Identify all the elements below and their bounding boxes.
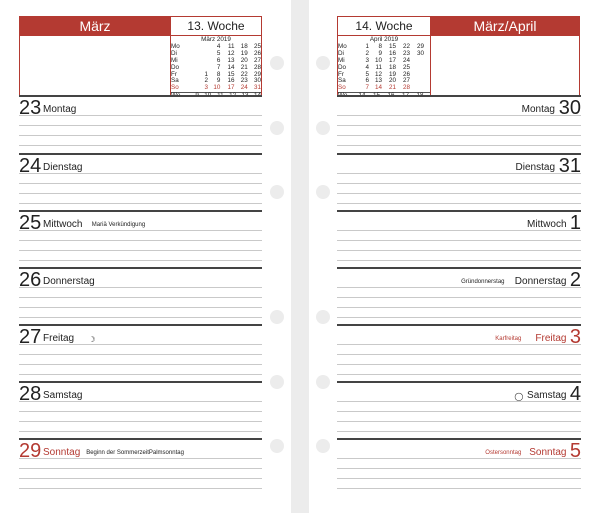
ruled-line <box>19 260 262 261</box>
mini-calendar-cell: 30 <box>416 49 424 57</box>
day-name: Dienstag <box>515 162 555 173</box>
mini-calendar-cell: 13 <box>374 77 382 85</box>
mini-calendar-cell: 17 <box>388 56 396 64</box>
mini-calendar <box>338 36 431 95</box>
month-caption: März <box>20 17 170 36</box>
ruled-line <box>19 488 262 489</box>
moon-phase-icon: ☽ <box>88 335 96 344</box>
mini-calendar-title: März 2019 <box>201 36 231 43</box>
mini-calendar-cell <box>410 58 424 65</box>
mini-calendar-cell: 3 <box>365 56 369 64</box>
mini-calendar-cell: 23 <box>240 77 248 85</box>
day-separator <box>337 381 581 383</box>
mini-calendar <box>170 36 261 95</box>
mini-calendar-cell: Do <box>171 63 180 71</box>
day-name: Dienstag <box>43 162 83 173</box>
day-number: 1 <box>569 212 581 234</box>
day-number: 2 <box>569 269 581 291</box>
moon-phase-icon: ◯ <box>514 392 524 401</box>
day-name: Freitag <box>43 333 75 344</box>
day-event: Mariä Verkündigung <box>91 222 146 228</box>
week-header <box>19 16 262 96</box>
mini-calendar-cell: 18 <box>388 63 396 71</box>
mini-calendar-cell: Mo <box>338 42 347 50</box>
mini-calendar-title: April 2019 <box>369 36 399 43</box>
ruled-line <box>337 431 581 432</box>
mini-calendar-cell: 6 <box>216 56 221 64</box>
mini-calendar-cell: 10 <box>374 56 382 64</box>
left-page <box>0 0 291 513</box>
day-number: 25 <box>19 212 42 234</box>
day-number: 24 <box>19 155 42 177</box>
ruled-line <box>19 297 262 298</box>
ruled-line <box>337 374 581 375</box>
ruled-line <box>19 250 262 251</box>
ruled-line <box>337 250 581 251</box>
day-number: 27 <box>19 326 42 348</box>
ruled-line <box>19 203 262 204</box>
ruled-line <box>19 307 262 308</box>
ruled-line <box>19 240 262 241</box>
mini-calendar-cell: 13 <box>227 56 235 64</box>
mini-calendar-cell: 31 <box>253 84 261 92</box>
mini-calendar-cell: 9 <box>216 77 221 85</box>
ruled-line <box>19 193 262 194</box>
mini-calendar-cell: 15 <box>227 70 235 78</box>
day-event: Ostersonntag <box>485 450 522 456</box>
binder-hole <box>316 375 330 389</box>
day-separator <box>19 95 262 97</box>
day-block <box>0 324 291 381</box>
ruled-line <box>337 317 581 318</box>
notes-box <box>431 36 579 95</box>
day-name: Sonntag <box>43 447 81 458</box>
ruled-line <box>337 364 581 365</box>
ruled-line <box>19 125 262 126</box>
day-block <box>0 210 291 267</box>
day-name: Samstag <box>527 390 567 401</box>
binder-hole <box>316 56 330 70</box>
day-number: 5 <box>569 440 581 462</box>
mini-calendar-cell: 24 <box>402 56 410 64</box>
mini-calendar-cell: 29 <box>253 70 261 78</box>
mini-calendar-cell: 1 <box>365 42 369 50</box>
mini-calendar-row <box>338 65 430 72</box>
mini-calendar-cell: 2 <box>365 49 369 57</box>
binder-hole <box>316 310 330 324</box>
day-separator <box>19 267 262 269</box>
mini-calendar-cell: 23 <box>402 49 410 57</box>
mini-calendar-cell: 19 <box>240 49 248 57</box>
day-separator <box>19 381 262 383</box>
binder-hole <box>270 185 284 199</box>
ruled-line <box>19 317 262 318</box>
mini-calendar-cell: 21 <box>388 84 396 92</box>
day-block <box>309 267 600 324</box>
day-name: Montag <box>521 104 555 115</box>
day-number: 31 <box>558 155 581 177</box>
mini-calendar-cell: 18 <box>240 42 248 50</box>
ruled-line <box>19 374 262 375</box>
ruled-line <box>337 297 581 298</box>
day-number: 28 <box>19 383 42 405</box>
binder-hole <box>270 310 284 324</box>
mini-calendar-row <box>338 51 430 58</box>
mini-calendar-row <box>338 85 430 92</box>
mini-calendar-cell <box>410 72 424 79</box>
mini-calendar-cell: Di <box>338 49 344 57</box>
mini-calendar-row <box>171 85 261 92</box>
mini-calendar-cell: 22 <box>402 42 410 50</box>
day-number: 4 <box>569 383 581 405</box>
day-block <box>309 438 600 495</box>
ruled-line <box>337 307 581 308</box>
day-separator <box>337 438 581 440</box>
day-separator <box>19 210 262 212</box>
mini-calendar-cell: Mo <box>171 42 180 50</box>
day-block <box>309 153 600 210</box>
ruled-line <box>19 468 262 469</box>
mini-calendar-cell: Mi <box>338 56 345 64</box>
mini-calendar-cell: 1 <box>204 70 209 78</box>
mini-calendar-cell: 12 <box>374 70 382 78</box>
mini-calendar-cell: 27 <box>253 56 261 64</box>
day-block <box>309 324 600 381</box>
ruled-line <box>337 183 581 184</box>
day-block <box>309 381 600 438</box>
mini-calendar-cell: So <box>338 84 346 92</box>
mini-calendar-cell: 16 <box>227 77 235 85</box>
day-event: Gründonnerstag <box>461 279 505 285</box>
day-name: Samstag <box>43 390 83 401</box>
day-name: Donnerstag <box>43 276 95 287</box>
week-header <box>337 16 580 96</box>
mini-calendar-cell <box>187 58 208 65</box>
mini-calendar-row <box>338 58 430 65</box>
ruled-line <box>19 411 262 412</box>
mini-calendar-cell: Fr <box>338 70 344 78</box>
mini-calendar-grid <box>171 44 261 100</box>
mini-calendar-cell: Do <box>338 63 347 71</box>
day-number: 23 <box>19 97 42 119</box>
day-block <box>0 381 291 438</box>
day-number: 29 <box>19 440 42 462</box>
mini-calendar-cell <box>410 78 424 85</box>
mini-calendar-row <box>338 78 430 85</box>
day-separator <box>19 438 262 440</box>
mini-calendar-cell: 8 <box>378 42 382 50</box>
mini-calendar-cell: Sa <box>338 77 346 85</box>
mini-calendar-cell: 25 <box>253 42 261 50</box>
mini-calendar-cell: 28 <box>402 84 410 92</box>
mini-calendar-cell: 28 <box>253 63 261 71</box>
mini-calendar-cell: 5 <box>365 70 369 78</box>
mini-calendar-cell: Fr <box>171 70 177 78</box>
mini-calendar-cell: 11 <box>227 42 235 50</box>
mini-calendar-cell: 7 <box>365 84 369 92</box>
day-number: 26 <box>19 269 42 291</box>
day-event: Karfreitag <box>495 336 522 342</box>
binder-hole <box>316 185 330 199</box>
mini-calendar-cell: 5 <box>216 49 221 57</box>
day-event: Beginn der SommerzeitPalmsonntag <box>86 450 184 456</box>
ruled-line <box>337 411 581 412</box>
mini-calendar-cell: 29 <box>416 42 424 50</box>
day-name: Donnerstag <box>514 276 567 287</box>
week-label: 14. Woche <box>338 17 431 36</box>
binder-hole <box>270 439 284 453</box>
ruled-line <box>337 125 581 126</box>
binder-hole <box>270 56 284 70</box>
mini-calendar-cell <box>187 44 208 51</box>
day-separator <box>337 210 581 212</box>
right-page <box>309 0 600 513</box>
mini-calendar-cell: Sa <box>171 77 179 85</box>
mini-calendar-cell: 26 <box>402 70 410 78</box>
mini-calendar-cell: 14 <box>227 63 235 71</box>
week-label: 13. Woche <box>170 17 261 36</box>
ruled-line <box>337 354 581 355</box>
mini-calendar-cell: 22 <box>240 70 248 78</box>
notes-box <box>20 36 170 95</box>
mini-calendar-cell: 4 <box>216 42 221 50</box>
ruled-line <box>337 193 581 194</box>
ruled-line <box>19 364 262 365</box>
mini-calendar-cell: 3 <box>204 84 209 92</box>
day-separator <box>337 95 581 97</box>
day-separator <box>337 153 581 155</box>
day-separator <box>19 324 262 326</box>
mini-calendar-grid <box>338 44 430 100</box>
mini-calendar-cell <box>410 65 424 72</box>
mini-calendar-cell: 21 <box>240 63 248 71</box>
ruled-line <box>19 135 262 136</box>
ruled-line <box>19 421 262 422</box>
day-block <box>309 210 600 267</box>
ruled-line <box>19 183 262 184</box>
day-number: 30 <box>558 97 581 119</box>
day-number: 3 <box>569 326 581 348</box>
ruled-line <box>19 354 262 355</box>
day-block <box>0 267 291 324</box>
day-block <box>309 95 600 152</box>
mini-calendar-cell: 4 <box>365 63 369 71</box>
binder-hole <box>316 121 330 135</box>
day-name: Montag <box>43 104 77 115</box>
day-name: Mittwoch <box>527 219 567 230</box>
mini-calendar-cell: 20 <box>240 56 248 64</box>
mini-calendar-cell: 11 <box>375 63 382 71</box>
binder-hole <box>316 439 330 453</box>
mini-calendar-cell: 19 <box>388 70 396 78</box>
day-block <box>0 95 291 152</box>
mini-calendar-cell: 24 <box>240 84 248 92</box>
day-block <box>0 153 291 210</box>
day-name: Mittwoch <box>43 219 83 230</box>
ruled-line <box>337 203 581 204</box>
day-name: Sonntag <box>529 447 567 458</box>
mini-calendar-cell: Mi <box>171 56 178 64</box>
mini-calendar-cell <box>410 85 424 92</box>
mini-calendar-cell: 20 <box>388 77 396 85</box>
mini-calendar-cell: So <box>171 84 179 92</box>
ruled-line <box>337 488 581 489</box>
mini-calendar-cell <box>187 51 208 58</box>
mini-calendar-cell: 25 <box>402 63 410 71</box>
mini-calendar-cell: 6 <box>365 77 369 85</box>
mini-calendar-cell: 7 <box>216 63 221 71</box>
ruled-line <box>337 240 581 241</box>
mini-calendar-cell: 17 <box>227 84 235 92</box>
day-separator <box>19 153 262 155</box>
day-separator <box>337 267 581 269</box>
ruled-line <box>337 478 581 479</box>
mini-calendar-cell: 15 <box>388 42 396 50</box>
mini-calendar-cell: 14 <box>374 84 382 92</box>
mini-calendar-cell: 2 <box>204 77 209 85</box>
ruled-line <box>19 431 262 432</box>
day-name: Freitag <box>535 333 567 344</box>
mini-calendar-cell: 10 <box>213 84 221 92</box>
day-block <box>0 438 291 495</box>
ruled-line <box>337 468 581 469</box>
day-separator <box>337 324 581 326</box>
ruled-line <box>337 145 581 146</box>
ruled-line <box>337 421 581 422</box>
mini-calendar-cell: 30 <box>253 77 261 85</box>
mini-calendar-cell: 9 <box>378 49 382 57</box>
mini-calendar-cell: 8 <box>216 70 221 78</box>
mini-calendar-cell: 12 <box>227 49 235 57</box>
mini-calendar-cell: 27 <box>402 77 410 85</box>
binder-hole <box>270 375 284 389</box>
ruled-line <box>337 260 581 261</box>
mini-calendar-cell: 16 <box>388 49 396 57</box>
ruled-line <box>19 478 262 479</box>
binder-hole <box>270 121 284 135</box>
mini-calendar-cell: Di <box>171 49 177 57</box>
ruled-line <box>19 145 262 146</box>
month-caption: März/April <box>431 17 579 36</box>
mini-calendar-cell: 26 <box>253 49 261 57</box>
ruled-line <box>337 135 581 136</box>
mini-calendar-row <box>338 72 430 79</box>
